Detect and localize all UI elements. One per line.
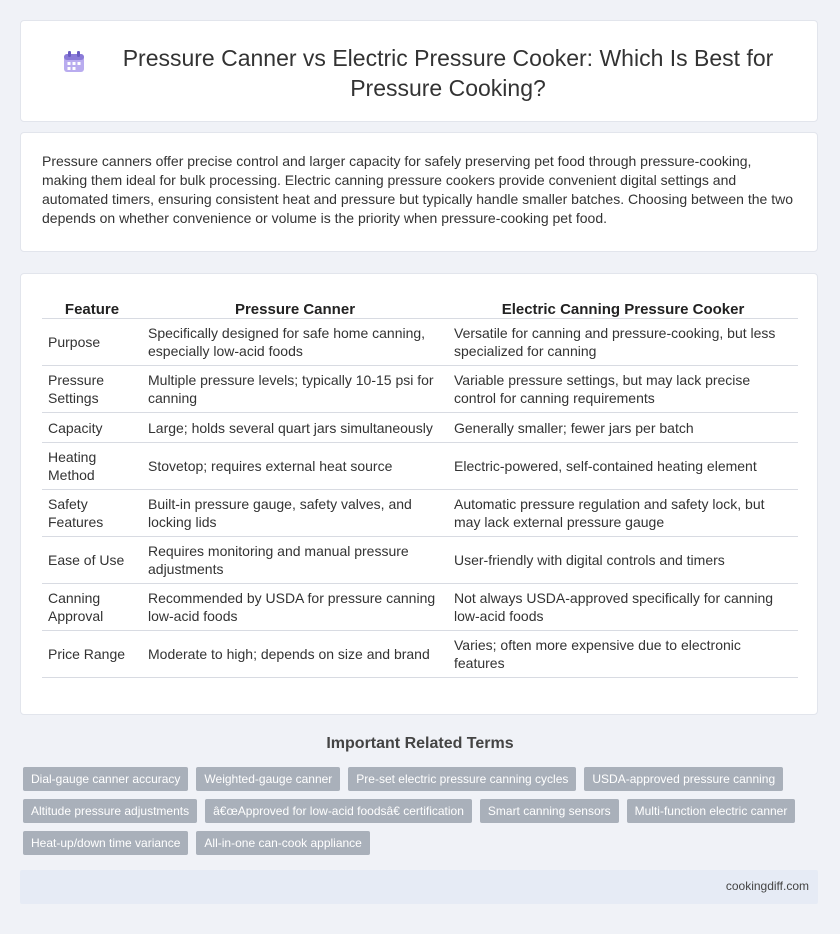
row-feature: Pressure Settings xyxy=(42,366,142,413)
table-row xyxy=(42,413,798,443)
row-cooker-value: Automatic pressure regulation and safety lock, but may lack external pressure gauge xyxy=(448,490,798,537)
row-cooker-value: Not always USDA-approved specifically for canning low-acid foods xyxy=(448,584,798,631)
row-canner-value: Stovetop; requires external heat source xyxy=(142,443,448,490)
term-tag[interactable]: Multi-function electric canner xyxy=(627,799,796,823)
table-row xyxy=(42,443,798,490)
term-tag[interactable]: Altitude pressure adjustments xyxy=(23,799,197,823)
summary-card xyxy=(20,132,818,252)
term-tag[interactable]: Weighted-gauge canner xyxy=(196,767,340,791)
row-feature: Price Range xyxy=(42,631,142,678)
row-canner-value: Built-in pressure gauge, safety valves, and locking lids xyxy=(142,490,448,537)
table-row xyxy=(42,631,798,678)
table-row xyxy=(42,537,798,584)
related-terms-heading: Important Related Terms xyxy=(326,735,514,752)
term-tag[interactable]: â€œApproved for low-acid foodsâ€ certification xyxy=(205,799,472,823)
page-title: Pressure Canner vs Electric Pressure Cooker: Which Is Best for Pressure Cooking? xyxy=(122,45,774,101)
row-feature: Canning Approval xyxy=(42,584,142,631)
term-tag[interactable]: Smart canning sensors xyxy=(480,799,619,823)
footer-site-link[interactable]: cookingdiff.com xyxy=(725,879,809,893)
table-header-row xyxy=(42,295,798,319)
row-cooker-value: Variable pressure settings, but may lack precise control for canning requirements xyxy=(448,366,798,413)
term-tag[interactable]: Heat-up/down time variance xyxy=(23,831,188,855)
header-electric-cooker: Electric Canning Pressure Cooker xyxy=(448,295,798,319)
row-cooker-value: Versatile for canning and pressure-cooking, but less specialized for canning xyxy=(448,319,798,366)
term-tag[interactable]: Dial-gauge canner accuracy xyxy=(23,767,188,791)
title-wrap xyxy=(61,43,787,103)
header-pressure-canner: Pressure Canner xyxy=(142,295,448,319)
header-feature: Feature xyxy=(42,295,142,319)
row-canner-value: Specifically designed for safe home canning, especially low-acid foods xyxy=(142,319,448,366)
footer xyxy=(20,870,818,904)
row-feature: Ease of Use xyxy=(42,537,142,584)
row-canner-value: Large; holds several quart jars simultaneously xyxy=(142,413,448,443)
table-row xyxy=(42,490,798,537)
calendar-icon xyxy=(61,49,87,75)
row-cooker-value: Varies; often more expensive due to electronic features xyxy=(448,631,798,678)
related-terms-list xyxy=(23,767,823,863)
table-row xyxy=(42,584,798,631)
table-row xyxy=(42,319,798,366)
row-canner-value: Recommended by USDA for pressure canning low-acid foods xyxy=(142,584,448,631)
summary-text: Pressure canners offer precise control and larger capacity for safely preserving pet food through pressure-cooking, making them ideal for bulk processing. Electric canning pressure cookers provide convenient digital settings and automated timers, ensuring consistent heat and pressure but typically handle smaller batches. Choosing between the two depends on whether convenience or volume is the priority when pressure-cooking pet food. xyxy=(42,153,793,226)
row-cooker-value: Electric-powered, self-contained heating element xyxy=(448,443,798,490)
row-canner-value: Multiple pressure levels; typically 10-15 psi for canning xyxy=(142,366,448,413)
term-tag[interactable]: USDA-approved pressure canning xyxy=(584,767,783,791)
row-canner-value: Requires monitoring and manual pressure adjustments xyxy=(142,537,448,584)
row-feature: Capacity xyxy=(42,413,142,443)
row-cooker-value: Generally smaller; fewer jars per batch xyxy=(448,413,798,443)
comparison-table-card xyxy=(20,273,818,715)
comparison-table xyxy=(42,295,798,678)
row-cooker-value: User-friendly with digital controls and timers xyxy=(448,537,798,584)
title-card xyxy=(20,20,818,122)
row-feature: Heating Method xyxy=(42,443,142,490)
row-canner-value: Moderate to high; depends on size and brand xyxy=(142,631,448,678)
row-feature: Purpose xyxy=(42,319,142,366)
table-row xyxy=(42,366,798,413)
row-feature: Safety Features xyxy=(42,490,142,537)
term-tag[interactable]: Pre-set electric pressure canning cycles xyxy=(348,767,576,791)
term-tag[interactable]: All-in-one can-cook appliance xyxy=(196,831,369,855)
